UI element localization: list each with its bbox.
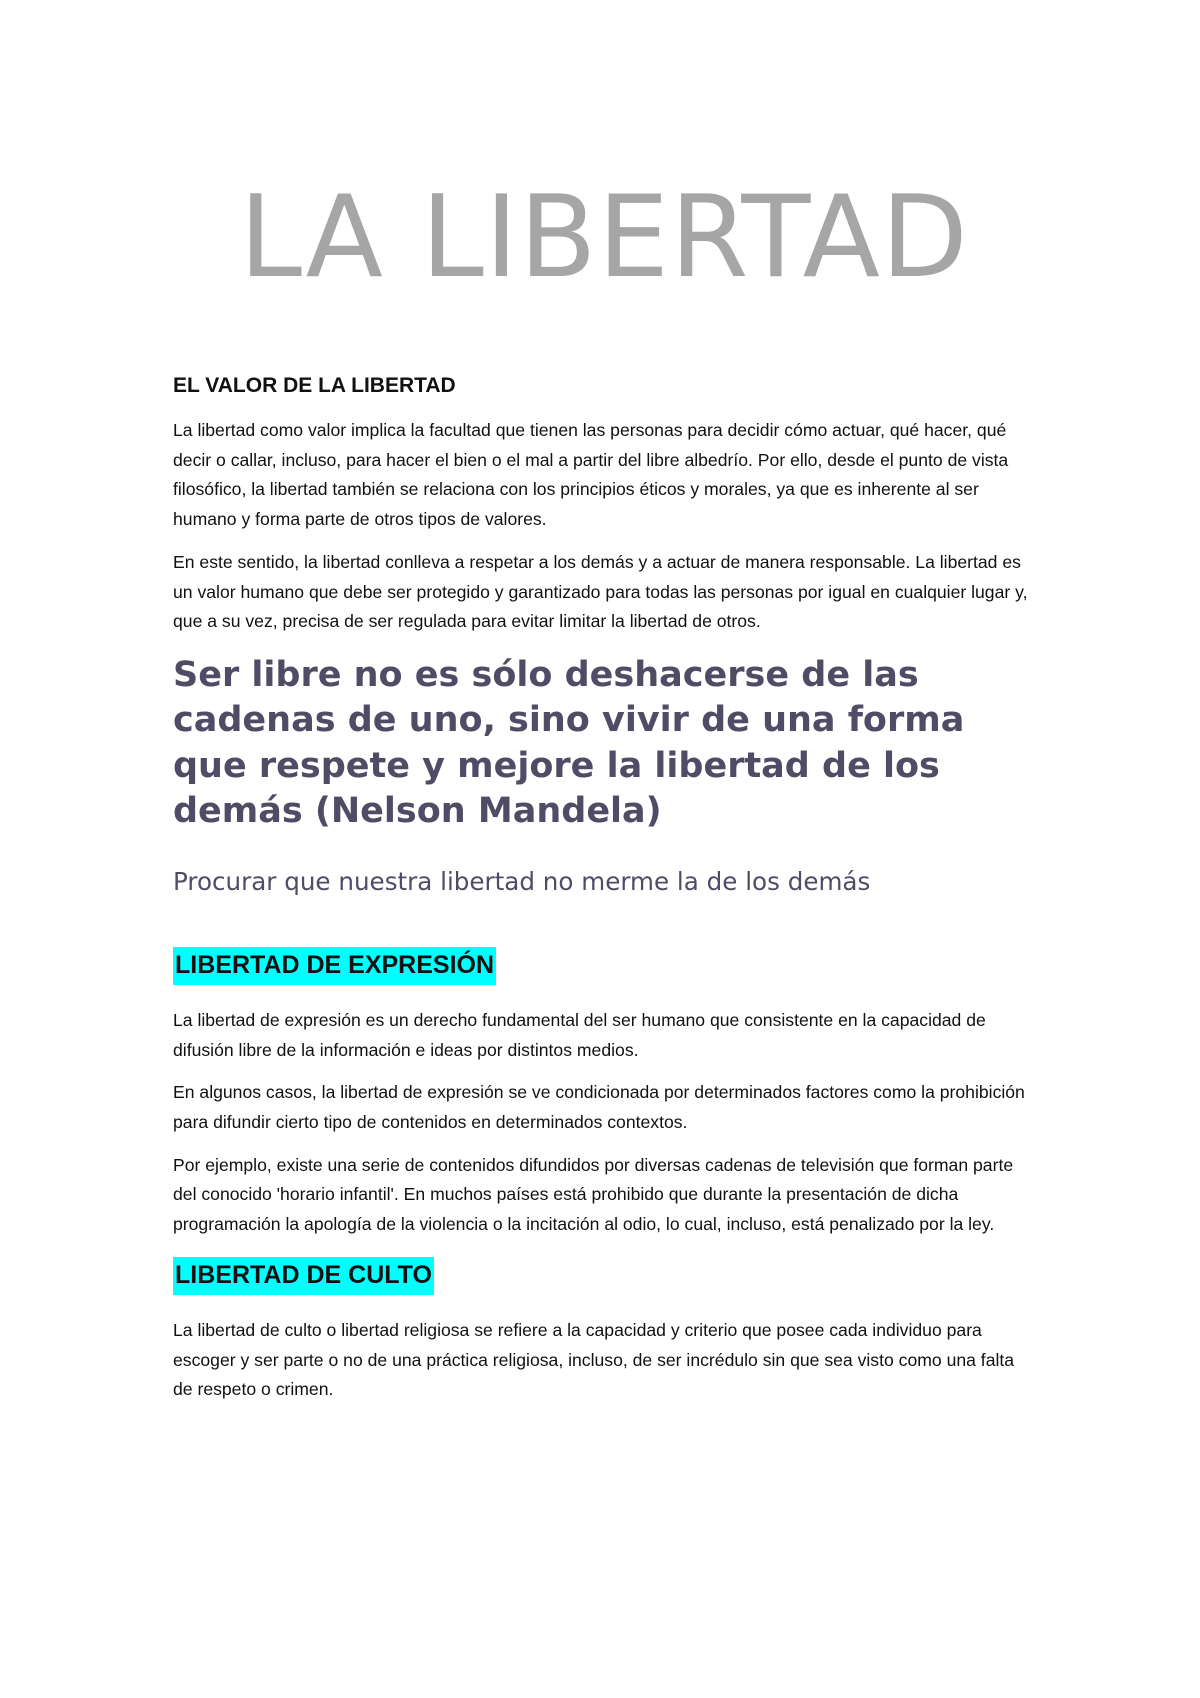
culto-paragraph-1: La libertad de culto o libertad religiosa se refiere a la capacidad y criterio que posee cada individuo para escoger y ser parte o no de una práctica religiosa, incluso, de ser incrédulo sin que sea visto como una falta de respeto o crimen. [173, 1319, 1015, 1400]
section-heading-freedom-of-expression: LIBERTAD DE EXPRESIÓN [173, 947, 496, 985]
expression-paragraph-3: Por ejemplo, existe una serie de contenidos difundidos por diversas cadenas de televisión que forman parte del conocido 'horario infantil'. En muchos países está prohibido que durante la presentación de dicha programación la apología de la violencia o la incitación al odio, lo cual, incluso, está penalizado por la ley. [173, 1154, 1014, 1235]
value-paragraph-2: En este sentido, la libertad conlleva a respetar a los demás y a actuar de manera responsable. La libertad es un valor humano que debe ser protegido y garantizado para todas las personas por igual en cualquier lugar y, que a su vez, precisa de ser regulada para evitar limitar la libertad de otros. [173, 551, 1028, 632]
section-freedom-of-worship [173, 1257, 1035, 1405]
freedom-subtitle: Procurar que nuestra libertad no merme la de los demás [173, 866, 871, 896]
expression-heading-wrapper [173, 947, 1035, 985]
value-paragraph-1: La libertad como valor implica la facultad que tienen las personas para decidir cómo actuar, qué hacer, qué decir o callar, incluso, para hacer el bien o el mal a partir del libre albedrío. Por ello, desde el punto de vista filosófico, la libertad también se relaciona con los principios éticos y morales, ya que es inherente al ser humano y forma parte de otros tipos de valores. [173, 420, 1009, 530]
freedom-quote: Ser libre no es sólo deshacerse de las cadenas de uno, sino vivir de una forma que respete y mejore la libertad de los demás (Nelson Mandela) [173, 654, 965, 832]
expression-paragraph-1: La libertad de expresión es un derecho fundamental del ser humano que consistente en la capacidad de difusión libre de la información e ideas por distintos medios. [173, 1009, 986, 1060]
section-freedom-of-expression [173, 947, 1035, 1240]
culto-heading-wrapper [173, 1257, 1035, 1295]
expression-paragraph-2: En algunos casos, la libertad de expresión se ve condicionada por determinados factores como la prohibición para difundir cierto tipo de contenidos en determinados contextos. [173, 1082, 1025, 1133]
document-title: LA LIBERTAD [239, 171, 969, 303]
section-heading-freedom-of-worship: LIBERTAD DE CULTO [173, 1257, 434, 1295]
document-content [173, 170, 1035, 1405]
section-value-of-freedom [173, 372, 1035, 637]
section-heading-value-of-freedom: EL VALOR DE LA LIBERTAD [173, 374, 456, 397]
